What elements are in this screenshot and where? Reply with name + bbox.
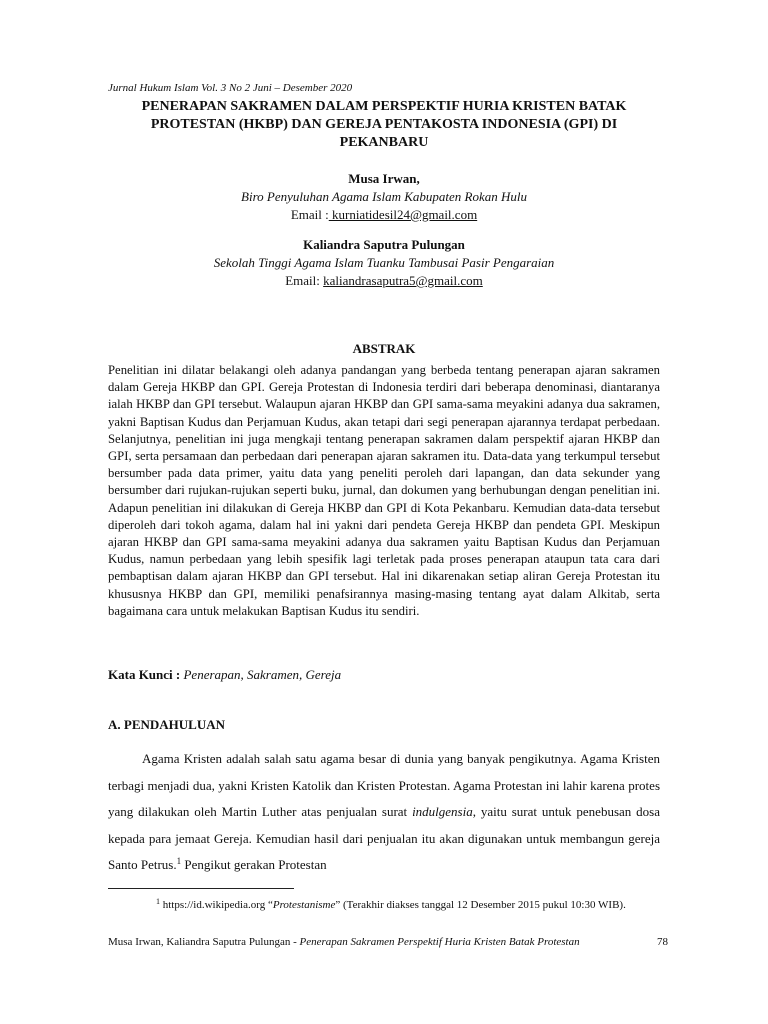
abstract-body	[108, 362, 660, 620]
footnote-number: 1	[156, 897, 160, 906]
footnote-divider	[108, 888, 294, 889]
author-block-1	[108, 170, 660, 224]
footer-running-title: Penerapan Sakramen Perspektif Huria Kristen Batak Protestan	[299, 936, 580, 948]
paper-title	[108, 98, 660, 152]
email-link[interactable]: kurniatidesil24@gmail.com	[328, 207, 478, 222]
email-label: Email:	[285, 273, 324, 288]
keywords	[108, 667, 341, 683]
footnote-text: https://id.wikipedia.org “	[160, 899, 273, 911]
title-line: PENERAPAN SAKRAMEN DALAM PERSPEKTIF HURIA KRISTEN BATAK	[141, 99, 627, 114]
footnote-text: ” (Terakhir diakses tanggal 12 Desember 2015 pukul 10:30 WIB).	[335, 899, 626, 911]
footnote-italic: Protestanisme	[272, 899, 336, 911]
intro-text: Agama Kristen adalah salah satu agama besar di dunia yang banyak pengikutnya. Agama Kristen terbagi menjadi dua, yakni Kristen Katolik dan Kristen Protestan. Agama Protestan ini lahir karena protes yang dilakukan oleh Martin Luther atas penjualan surat	[108, 751, 660, 819]
author-email	[108, 272, 660, 290]
intro-text: , yaitu surat untuk penebusan dosa kepada para jemaat Gereja. Kemudian hasil dari penjualan itu akan digunakan untuk membangun gereja Santo Petrus.	[108, 804, 660, 872]
page-number: 78	[657, 936, 668, 948]
footnote	[108, 897, 660, 913]
email-link[interactable]: kaliandrasaputra5@gmail.com	[323, 273, 483, 288]
author-email	[108, 206, 660, 224]
title-line: PROTESTAN (HKBP) DAN GEREJA PENTAKOSTA INDONESIA (GPI) DI	[150, 117, 618, 132]
abstract-heading: ABSTRAK	[352, 341, 416, 356]
page-footer	[108, 936, 668, 948]
author-affiliation: Biro Penyuluhan Agama Islam Kabupaten Rokan Hulu	[241, 189, 527, 204]
author-block-2	[108, 236, 660, 290]
footer-citation	[108, 936, 580, 948]
footer-authors: Musa Irwan, Kaliandra Saputra Pulungan -	[108, 936, 300, 948]
abstract-text: Penelitian ini dilatar belakangi oleh adanya pandangan yang berbeda tentang penerapan ajaran sakramen dalam Gereja HKBP dan GPI. Gereja Protestan di Indonesia terdiri dari beberapa denominasi, diantaranya ialah HKBP dan GPI tersebut. Walaupun ajaran HKBP dan GPI sama-sama meyakini adanya dua sakramen, yakni Baptisan Kudus dan Perjamuan Kudus, akan tetapi dari segi penerapan ajarannya terdapat perbedaan. Selanjutnya, penelitian ini juga mengkaji tentang penerapan sakramen dalam perspektif ajaran HKBP dan GPI, serta persamaan dan perbedaan dari penerapan ajaran sakramen itu. Data-data yang terkumpul tersebut bersumber pada data primer, yaitu data yang peneliti peroleh dari lapangan, dan data sekunder yang bersumber dari rujukan-rujukan seperti buku, jurnal, dan dokumen yang berhubungan dengan penelitian ini. Adapun penelitian ini dilakukan di Gereja HKBP dan GPI di Kota Pekanbaru. Kemudian data-data tersebut diperoleh dari tokoh agama, dalam hal ini yakni dari pendeta Gereja HKBP dan pendeta GPI. Meskipun ajaran HKBP dan GPI sama-sama meyakini adanya dua sakramen yaitu Baptisan Kudus dan Perjamuan Kudus, namun perbedaan yang lebih spesifik lagi terletak pada proses penerapan ataupun tata cara dari pembaptisan dalam ajaran HKBP dan GPI tersebut. Hal ini dikarenakan setiap aliran Gereja Protestan itu khususnya HKBP dan GPI, memiliki penafsirannya masing-masing tentang ayat dalam Alkitab, serta bagaimana cara untuk melakukan Baptisan Kudus itu sendiri.	[108, 363, 660, 618]
author-name: Kaliandra Saputra Pulungan	[303, 237, 465, 252]
intro-paragraph	[108, 746, 660, 879]
title-line: PEKANBARU	[339, 135, 429, 150]
intro-text: Pengikut gerakan Protestan	[181, 857, 327, 872]
intro-italic-term: indulgensia	[412, 804, 473, 819]
section-heading: A. PENDAHULUAN	[108, 717, 225, 732]
footnote-reference[interactable]: 1	[176, 856, 182, 866]
journal-header: Jurnal Hukum Islam Vol. 3 No 2 Juni – Desember 2020	[108, 82, 353, 94]
email-label: Email :	[290, 207, 329, 222]
keywords-label: Kata Kunci :	[108, 667, 181, 682]
author-affiliation: Sekolah Tinggi Agama Islam Tuanku Tambusai Pasir Pengaraian	[213, 255, 555, 270]
keywords-values: Penerapan, Sakramen, Gereja	[180, 667, 342, 682]
author-name: Musa Irwan,	[348, 171, 420, 186]
